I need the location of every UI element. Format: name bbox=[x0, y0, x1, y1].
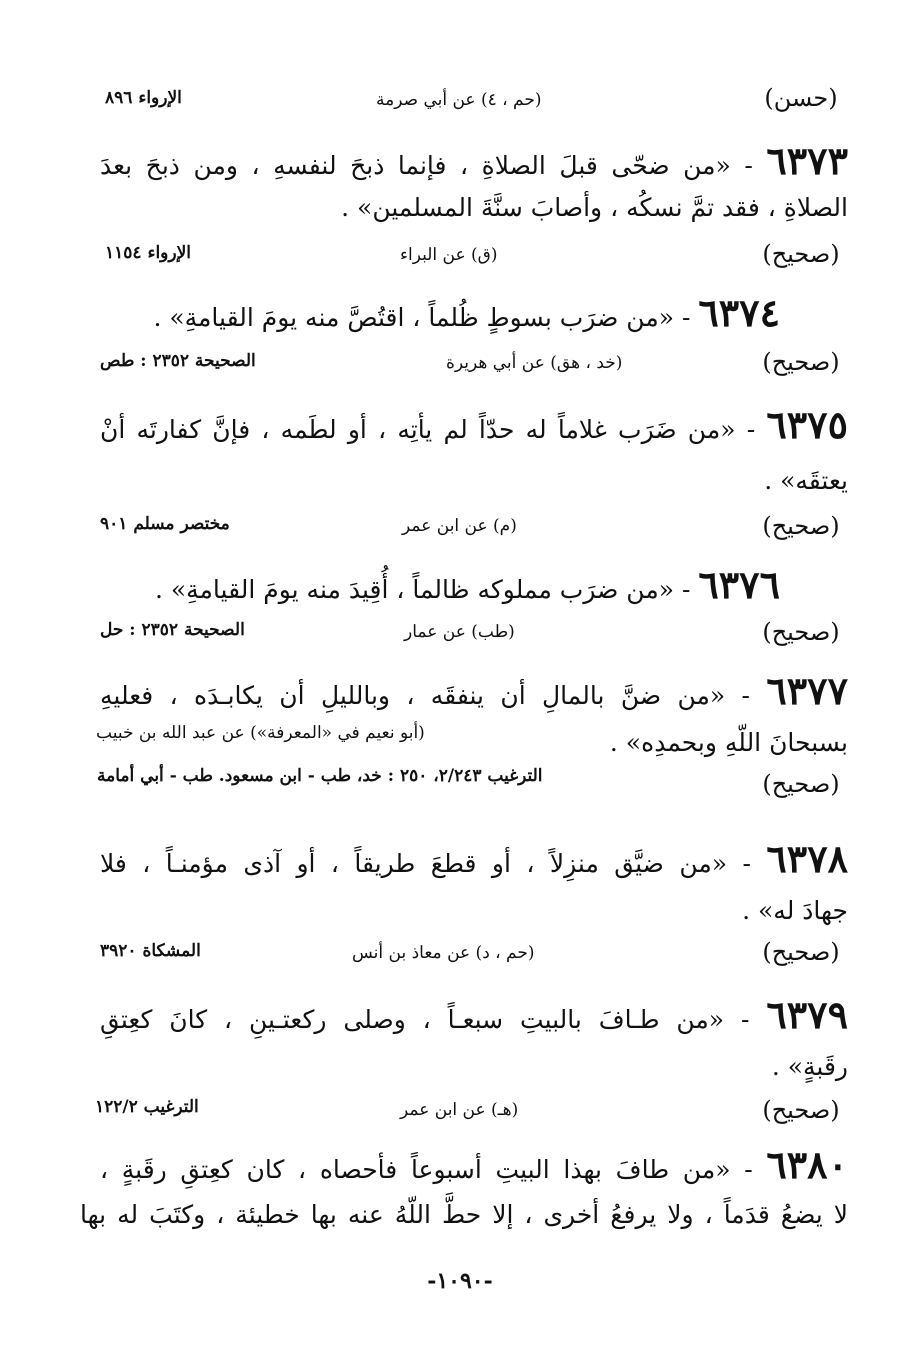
hadith-number: ٦٣٧٦ bbox=[698, 562, 780, 607]
hadith-line: لا يضعُ قدَماً ، ولا يرفعُ أخرى ، إلا حطَّ اللّهُ عنه بها خطيئة ، وكتَبَ له بها bbox=[80, 1200, 848, 1229]
grade-label: (صحيح) bbox=[762, 770, 840, 798]
hadith-line: جهادَ له» . bbox=[742, 896, 848, 925]
hadith-line: - «من ضحّى قبلَ الصلاةِ ، فإنما ذبحَ لنفسهِ ، ومن ذبحَ بعدَ bbox=[100, 151, 753, 180]
grade-label: (صحيح) bbox=[762, 938, 840, 966]
grade-label: (صحيح) bbox=[762, 240, 840, 268]
hadith-line: الصلاةِ ، فقد تمَّ نسكُه ، وأصابَ سنَّةَ المسلمين» . bbox=[341, 193, 848, 222]
grade-label: (صحيح) bbox=[762, 618, 840, 646]
hadith-text bbox=[100, 1142, 848, 1187]
source-text: (ق) عن البراء bbox=[400, 245, 498, 265]
hadith-number: ٦٣٧٤ bbox=[698, 290, 780, 335]
hadith-line: - «من ضيَّق منزِلاً ، أو قطعَ طريقاً ، أو آذى مؤمنـاً ، فلا bbox=[100, 849, 751, 878]
hadith-number: ٦٣٧٧ bbox=[766, 668, 848, 713]
reference-text: الإرواء ٨٩٦ bbox=[105, 88, 182, 108]
hadith-text bbox=[100, 138, 848, 183]
hadith-text bbox=[153, 290, 780, 335]
hadith-line: - «من طافَ بهذا البيتِ أسبوعاً فأحصاه ، كان كعِتقِ رقَبةٍ ، bbox=[100, 1155, 753, 1184]
hadith-number: ٦٣٧٥ bbox=[766, 402, 848, 447]
grade-label: (صحيح) bbox=[762, 1096, 840, 1124]
reference-text: مختصر مسلم ٩٠١ bbox=[100, 514, 230, 534]
hadith-line: بسبحانَ اللّهِ وبحمدِه» . bbox=[609, 728, 848, 757]
source-text: (خد ، هق) عن أبي هريرة bbox=[446, 353, 623, 373]
grade-label: (حسن) bbox=[764, 84, 838, 112]
hadith-text bbox=[100, 992, 848, 1037]
source-text: (أبو نعيم في «المعرفة») عن عبد الله بن خبيب bbox=[96, 723, 425, 743]
reference-text: المشكاة ٣٩٢٠ bbox=[100, 941, 201, 961]
source-text: (حم ، ٤) عن أبي صرمة bbox=[376, 90, 542, 110]
hadith-number: ٦٣٨٠ bbox=[766, 1142, 848, 1187]
hadith-text bbox=[100, 402, 848, 447]
grade-label: (صحيح) bbox=[762, 512, 840, 540]
hadith-text bbox=[100, 836, 848, 881]
hadith-text bbox=[155, 562, 780, 607]
hadith-line: يعتقَه» . bbox=[764, 466, 848, 495]
page-number: -١٠٩٠- bbox=[427, 1268, 493, 1294]
hadith-text bbox=[100, 668, 848, 713]
source-text: (طب) عن عمار bbox=[404, 622, 515, 642]
hadith-number: ٦٣٧٣ bbox=[766, 138, 848, 183]
hadith-line: رقَبةٍ» . bbox=[771, 1052, 848, 1081]
reference-text: الترغيب ١٢٢/٢ bbox=[95, 1097, 199, 1117]
hadith-line: - «من ضَرَب غلاماً له حدّاً لم يأتِه ، أو لطَمه ، فإنَّ كفارتَه أنْ bbox=[100, 415, 756, 444]
hadith-line: - «من طـافَ بالبيتِ سبعـاً ، وصلى ركعتـينِ ، كانَ كعِتقِ bbox=[100, 1005, 750, 1034]
hadith-line: - «من ضرَب مملوكه ظالماً ، أُقِيدَ منه يومَ القيامةِ» . bbox=[154, 575, 691, 604]
reference-text: الصحيحة ٢٣٥٢ : طص bbox=[100, 351, 256, 371]
hadith-line: - «من ضنَّ بالمالِ أن ينفقَه ، وبالليلِ أن يكابـدَه ، فعليهِ bbox=[100, 681, 750, 710]
source-text: (حم ، د) عن معاذ بن أنس bbox=[352, 943, 535, 963]
reference-text: الترغيب ٢/٢٤٣، ٢٥٠ : خد، طب - ابن مسعود. طب - أبي أمامة bbox=[97, 766, 543, 786]
source-text: (م) عن ابن عمر bbox=[402, 516, 517, 536]
hadith-number: ٦٣٧٨ bbox=[766, 836, 849, 881]
reference-text: الإرواء ١١٥٤ bbox=[105, 243, 192, 263]
source-text: (هـ) عن ابن عمر bbox=[400, 1100, 519, 1120]
hadith-line: - «من ضرَب بسوطٍ ظُلماً ، اقتُصَّ منه يومَ القيامةِ» . bbox=[153, 303, 691, 332]
reference-text: الصحيحة ٢٣٥٢ : حل bbox=[100, 620, 245, 640]
grade-label: (صحيح) bbox=[762, 348, 840, 376]
hadith-number: ٦٣٧٩ bbox=[766, 992, 848, 1037]
